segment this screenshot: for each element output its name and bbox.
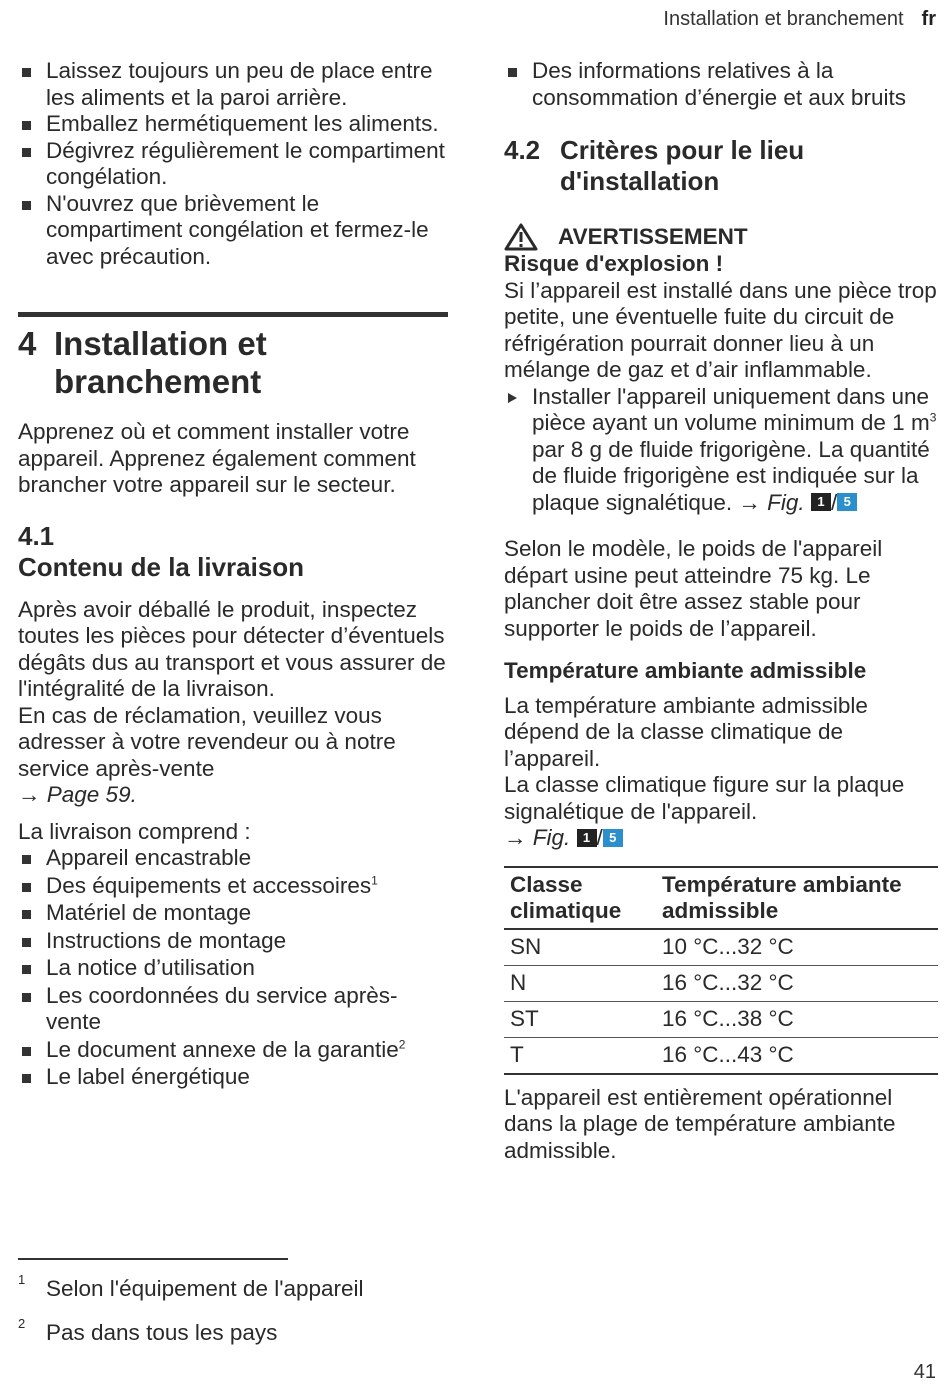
list-item: Dégivrez régulièrement le compartiment congélation.	[18, 138, 448, 191]
list-item: Le document annexe de la garantie$^2$	[18, 1037, 448, 1064]
page-number: 41	[913, 1361, 936, 1383]
section-number: 4.2	[504, 135, 541, 165]
documents-list-continued	[504, 58, 944, 111]
chapter-number: 4	[18, 325, 37, 362]
table-cell: 10 °C...32 °C	[656, 929, 938, 966]
list-item: Le label énergétique	[18, 1064, 448, 1091]
page-reference-link[interactable]: → Page 59.	[18, 782, 137, 807]
storage-tips-list	[18, 58, 448, 270]
chapter-heading	[18, 325, 448, 401]
right-column	[504, 58, 944, 1164]
weight-paragraph: Selon le modèle, le poids de l'appareil départ usine peut atteindre 75 kg. Le plancher doit être assez stable pour supporter le poids de l’appareil.	[504, 536, 883, 641]
figure-reference[interactable]: → Fig.	[738, 489, 805, 515]
footnote-marker: 2	[398, 1037, 406, 1051]
table-row	[504, 929, 938, 966]
section-heading-4-2	[504, 135, 944, 197]
climate-class-table	[504, 866, 938, 1075]
table-cell: SN	[504, 929, 656, 966]
section-title: Contenu de la livraison	[18, 551, 305, 582]
list-item: Appareil encastrable	[18, 845, 448, 872]
instruction-step: Installer l'appareil uniquement dans une pièce ayant un volume minimum de 1 $m^3$ par 8 g de fluide frigorigène. La quantité de fluide frigorigène est indiquée sur la plaque signalétique. → Fig. 1 / 5	[504, 384, 944, 517]
table-cell: ST	[504, 1001, 656, 1037]
footnote	[18, 1272, 364, 1302]
warning-label: AVERTISSEMENT	[558, 223, 748, 249]
header-language: fr	[921, 8, 936, 30]
list-item: Des informations relatives à la consommation d’énergie et aux bruits	[504, 58, 944, 111]
footnote-number: 1	[18, 1272, 26, 1287]
footnote-text: Selon l'équipement de l'appareil	[46, 1276, 364, 1301]
chapter-title: Installation et branchement	[54, 325, 267, 400]
table-row	[504, 965, 938, 1001]
header-section-title: Installation et branchement	[663, 8, 904, 30]
table-cell: N	[504, 965, 656, 1001]
list-item: Des équipements et accessoires$^1$	[18, 873, 448, 900]
footnote-marker: 1	[371, 873, 378, 887]
list-item: Matériel de montage	[18, 900, 448, 927]
warning-subtitle: Risque d'explosion !	[504, 251, 724, 276]
superscript-3: 3	[929, 410, 937, 425]
figure-number-badge: 5	[603, 829, 623, 847]
list-item: La notice d’utilisation	[18, 955, 448, 982]
table-cell: 16 °C...43 °C	[656, 1037, 938, 1074]
table-row	[504, 1037, 938, 1074]
list-item: Instructions de montage	[18, 928, 448, 955]
warning-triangle-icon	[504, 223, 538, 251]
temperature-paragraph-2: La classe climatique figure sur la plaque signalétique de l'appareil.	[504, 772, 905, 824]
footnote-divider	[18, 1258, 288, 1260]
inspection-paragraph: Après avoir déballé le produit, inspectez toutes les pièces pour détecter d’éventuels dégâts dus au transport et vous assurer de l'intégralité de la livraison.	[18, 596, 446, 701]
list-item: Les coordonnées du service après-vente	[18, 983, 448, 1036]
section-heading-4-1	[18, 521, 448, 583]
section-number: 4.1	[18, 520, 55, 551]
closing-paragraph: L'appareil est entièrement opérationnel dans la plage de température ambiante admissible.	[504, 1084, 896, 1163]
list-item: Laissez toujours un peu de place entre les aliments et la paroi arrière.	[18, 58, 448, 111]
chapter-intro: Apprenez où et comment installer votre appareil. Apprenez également comment brancher votre appareil sur le secteur.	[18, 419, 416, 497]
table-row	[504, 1001, 938, 1037]
section-title: Critères pour le lieu d'installation	[560, 135, 805, 196]
chapter-divider	[18, 312, 448, 317]
table-header-row	[504, 867, 938, 929]
footnote	[18, 1316, 278, 1346]
figure-reference[interactable]: → Fig.	[504, 825, 571, 850]
table-cell: 16 °C...32 °C	[656, 965, 938, 1001]
figure-reference-line: → Fig. 1 / 5	[504, 825, 944, 852]
list-item: N'ouvrez que brièvement le compartiment congélation et fermez-le avec précaution.	[18, 191, 448, 271]
figure-number-badge: 1	[577, 829, 597, 847]
column-header-class: Classe climatique	[504, 867, 656, 929]
running-header	[663, 8, 936, 31]
column-header-temperature: Température ambiante admissible	[656, 867, 938, 929]
delivery-contents-list	[18, 845, 448, 1091]
list-item: Emballez hermétiquement les aliments.	[18, 111, 448, 138]
table-cell: T	[504, 1037, 656, 1074]
warning-header	[504, 223, 944, 251]
figure-number-badge: 1	[811, 493, 831, 511]
figure-number-badge: 5	[837, 493, 857, 511]
footnote-text: Pas dans tous les pays	[46, 1320, 278, 1345]
left-column	[18, 58, 448, 1091]
temperature-subheading: Température ambiante admissible	[504, 658, 867, 683]
footnote-number: 2	[18, 1316, 26, 1331]
warning-text: Si l’appareil est installé dans une pièce trop petite, une éventuelle fuite du circuit de réfrigération pourrait donner lieu à un mélange de gaz et d’air inflammable.	[504, 277, 937, 382]
claims-paragraph: En cas de réclamation, veuillez vous adresser à votre revendeur ou à notre service après-vente	[18, 702, 396, 781]
table-cell: 16 °C...38 °C	[656, 1001, 938, 1037]
delivery-list-intro: La livraison comprend :	[18, 818, 251, 844]
temperature-paragraph-1: La température ambiante admissible dépend de la classe climatique de l’appareil.	[504, 692, 868, 771]
